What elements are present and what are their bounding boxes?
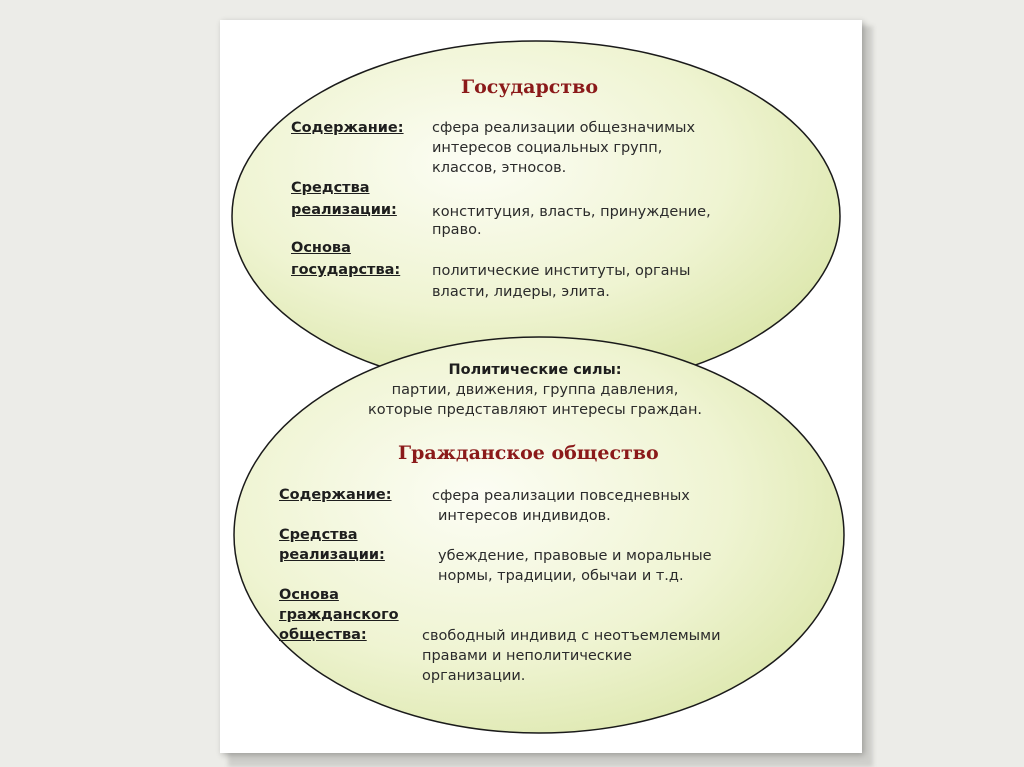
state-basis-line-2: власти, лидеры, элита.: [432, 284, 610, 300]
civil-means-label-1: Средства: [279, 527, 358, 543]
political-forces-line-2: которые представляют интересы граждан.: [367, 402, 703, 418]
state-means-label-1: Средства: [291, 180, 370, 196]
civil-means-line-2: нормы, традиции, обычаи и т.д.: [438, 568, 684, 584]
civil-basis-line-1: свободный индивид с неотъемлемыми: [422, 628, 721, 644]
state-content-line-1: сфера реализации общезначимых: [432, 120, 696, 136]
state-means-line-1: конституция, власть, принуждение,: [432, 204, 711, 220]
civil-content-line-2: интересов индивидов.: [438, 508, 611, 524]
state-basis-line-1: политические институты, органы: [432, 263, 691, 279]
political-forces-line-1: партии, движения, группа давления,: [391, 382, 679, 398]
state-basis-label-2: государства:: [291, 262, 401, 278]
civil-means-label-2: реализации:: [279, 547, 385, 563]
political-forces-heading: Политические силы:: [448, 362, 622, 378]
state-basis-label-1: Основа: [291, 240, 351, 256]
slide: [220, 20, 862, 753]
civil-society-title: Гражданское общество: [398, 442, 659, 464]
civil-basis-label-1: Основа: [279, 587, 339, 603]
state-means-label-2: реализации:: [291, 202, 397, 218]
civil-basis-label-3: общества:: [279, 627, 367, 643]
state-content-label: Содержание:: [291, 120, 404, 136]
state-title: Государство: [461, 76, 598, 98]
civil-basis-line-2: правами и неполитические: [422, 648, 632, 664]
civil-basis-line-3: организации.: [422, 668, 526, 684]
civil-basis-label-2: гражданского: [279, 607, 399, 623]
civil-content-line-1: сфера реализации повседневных: [432, 488, 690, 504]
state-content-line-3: классов, этносов.: [432, 160, 567, 176]
state-means-line-2: право.: [432, 222, 482, 238]
civil-means-line-1: убеждение, правовые и моральные: [438, 548, 712, 564]
civil-content-label: Содержание:: [279, 487, 392, 503]
state-content-line-2: интересов социальных групп,: [432, 140, 663, 156]
